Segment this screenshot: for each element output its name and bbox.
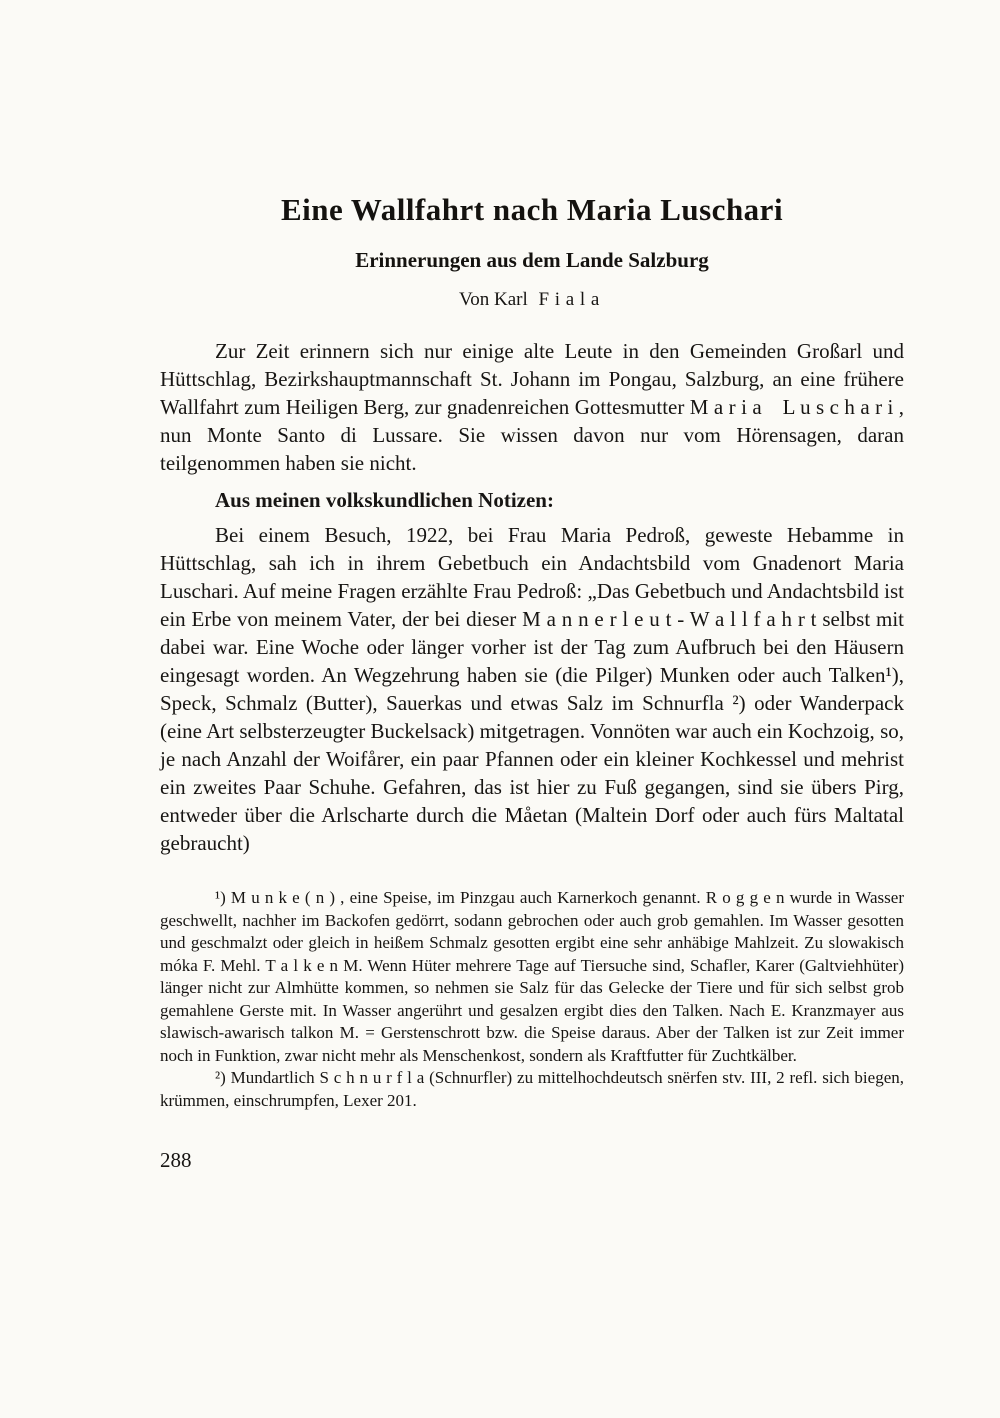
page-number: 288 [160,1148,192,1172]
byline [160,289,904,311]
footnotes-section [160,887,904,1112]
paragraph-intro: Zur Zeit erinnern sich nur einige alte Leute in den Gemeinden Großarl und Hüttschlag, Bezirkshauptmannschaft St. Johann im Pongau, Salzburg, an eine frühere Wallfahrt zum Heiligen Berg, zur gnadenreichen Gottesmutter M a r i a L u s c h a r i , nun Monte Santo di Lussare. Sie wissen davon nur vom Hörensagen, daran teilgenommen haben sie nicht. [160,339,904,475]
article-subtitle: Erinnerungen aus dem Lande Salzburg [355,248,709,272]
article-title: Eine Wallfahrt nach Maria Luschari [280,192,784,227]
article-header [160,192,904,311]
footnote-1: ¹) M u n k e ( n ) , eine Speise, im Pinzgau auch Karnerkoch genannt. R o g g e n wurde in Wasser geschwellt, nachher im Backofen gedörrt, sodann gebrochen oder auch grob gemahlen. Im Wasser gesotten und geschmalzt oder gleich in heißem Schmalz gesotten ergibt eine sehr anhäbige Mahlzeit. Zu slowakisch móka F. Mehl. T a l k e n M. Wenn Hüter mehrere Tage auf Tiersuche sind, Schafler, Karer (Galtviehhüter) länger nicht zur Almhütte kommen, so nehmen sie Salz für das Gelecke der Tiere und für sich selbst grob gemahlene Gerste mit. In Wasser angerührt und gesalzen ergibt dies den Talken. Nach E. Kranzmayer aus slawisch-awarisch talkon M. = Gerstenschrott bzw. die Speise daraus. Aber der Talken ist zur Zeit immer noch in Funktion, zwar nicht mehr als Menschenkost, sondern als Kraftfutter für Zuchtkälber. [160,888,904,1065]
byline-author: Fiala [538,289,606,310]
paragraph-notes: Bei einem Besuch, 1922, bei Frau Maria Pedroß, geweste Hebamme in Hüttschlag, sah ich in ihrem Gebetbuch ein Andachtsbild vom Gnadenort Maria Luschari. Auf meine Fragen erzählte Frau Pedroß: „Das Gebetbuch und Andachtsbild ist ein Erbe von meinem Vater, der bei dieser M a n n e r l e u t - W a l l f a h r t selbst mit dabei war. Eine Woche oder länger vorher ist der Tag zum Aufbruch bei den Häusern eingesagt worden. An Wegzehrung haben sie (die Pilger) Munken oder auch Talken¹), Speck, Schmalz (Butter), Sauerkas und etwas Salz im Schnurfla ²) oder Wanderpack (eine Art selbsterzeugter Buckelsack) mitgetragen. Vonnöten war auch ein Kochzoig, so, je nach Anzahl der Woifårer, ein paar Pfannen oder ein kleiner Kochkessel und mehrist ein zweites Paar Schuhe. Gefahren, das ist hier zu Fuß gegangen, sind sie übers Pirg, entweder über die Arlscharte durch die Måetan (Maltein Dorf oder auch fürs Maltatal gebraucht) [160,523,904,855]
byline-prefix: Von Karl [458,289,528,310]
footnote-2: ²) Mundartlich S c h n u r f l a (Schnurfler) zu mittelhochdeutsch snërfen stv. III, 2 refl. sich biegen, krümmen, einschrumpfen, Lexer 201. [160,1068,904,1110]
article-body [160,337,904,857]
section-heading: Aus meinen volkskundlichen Notizen: [215,488,554,512]
